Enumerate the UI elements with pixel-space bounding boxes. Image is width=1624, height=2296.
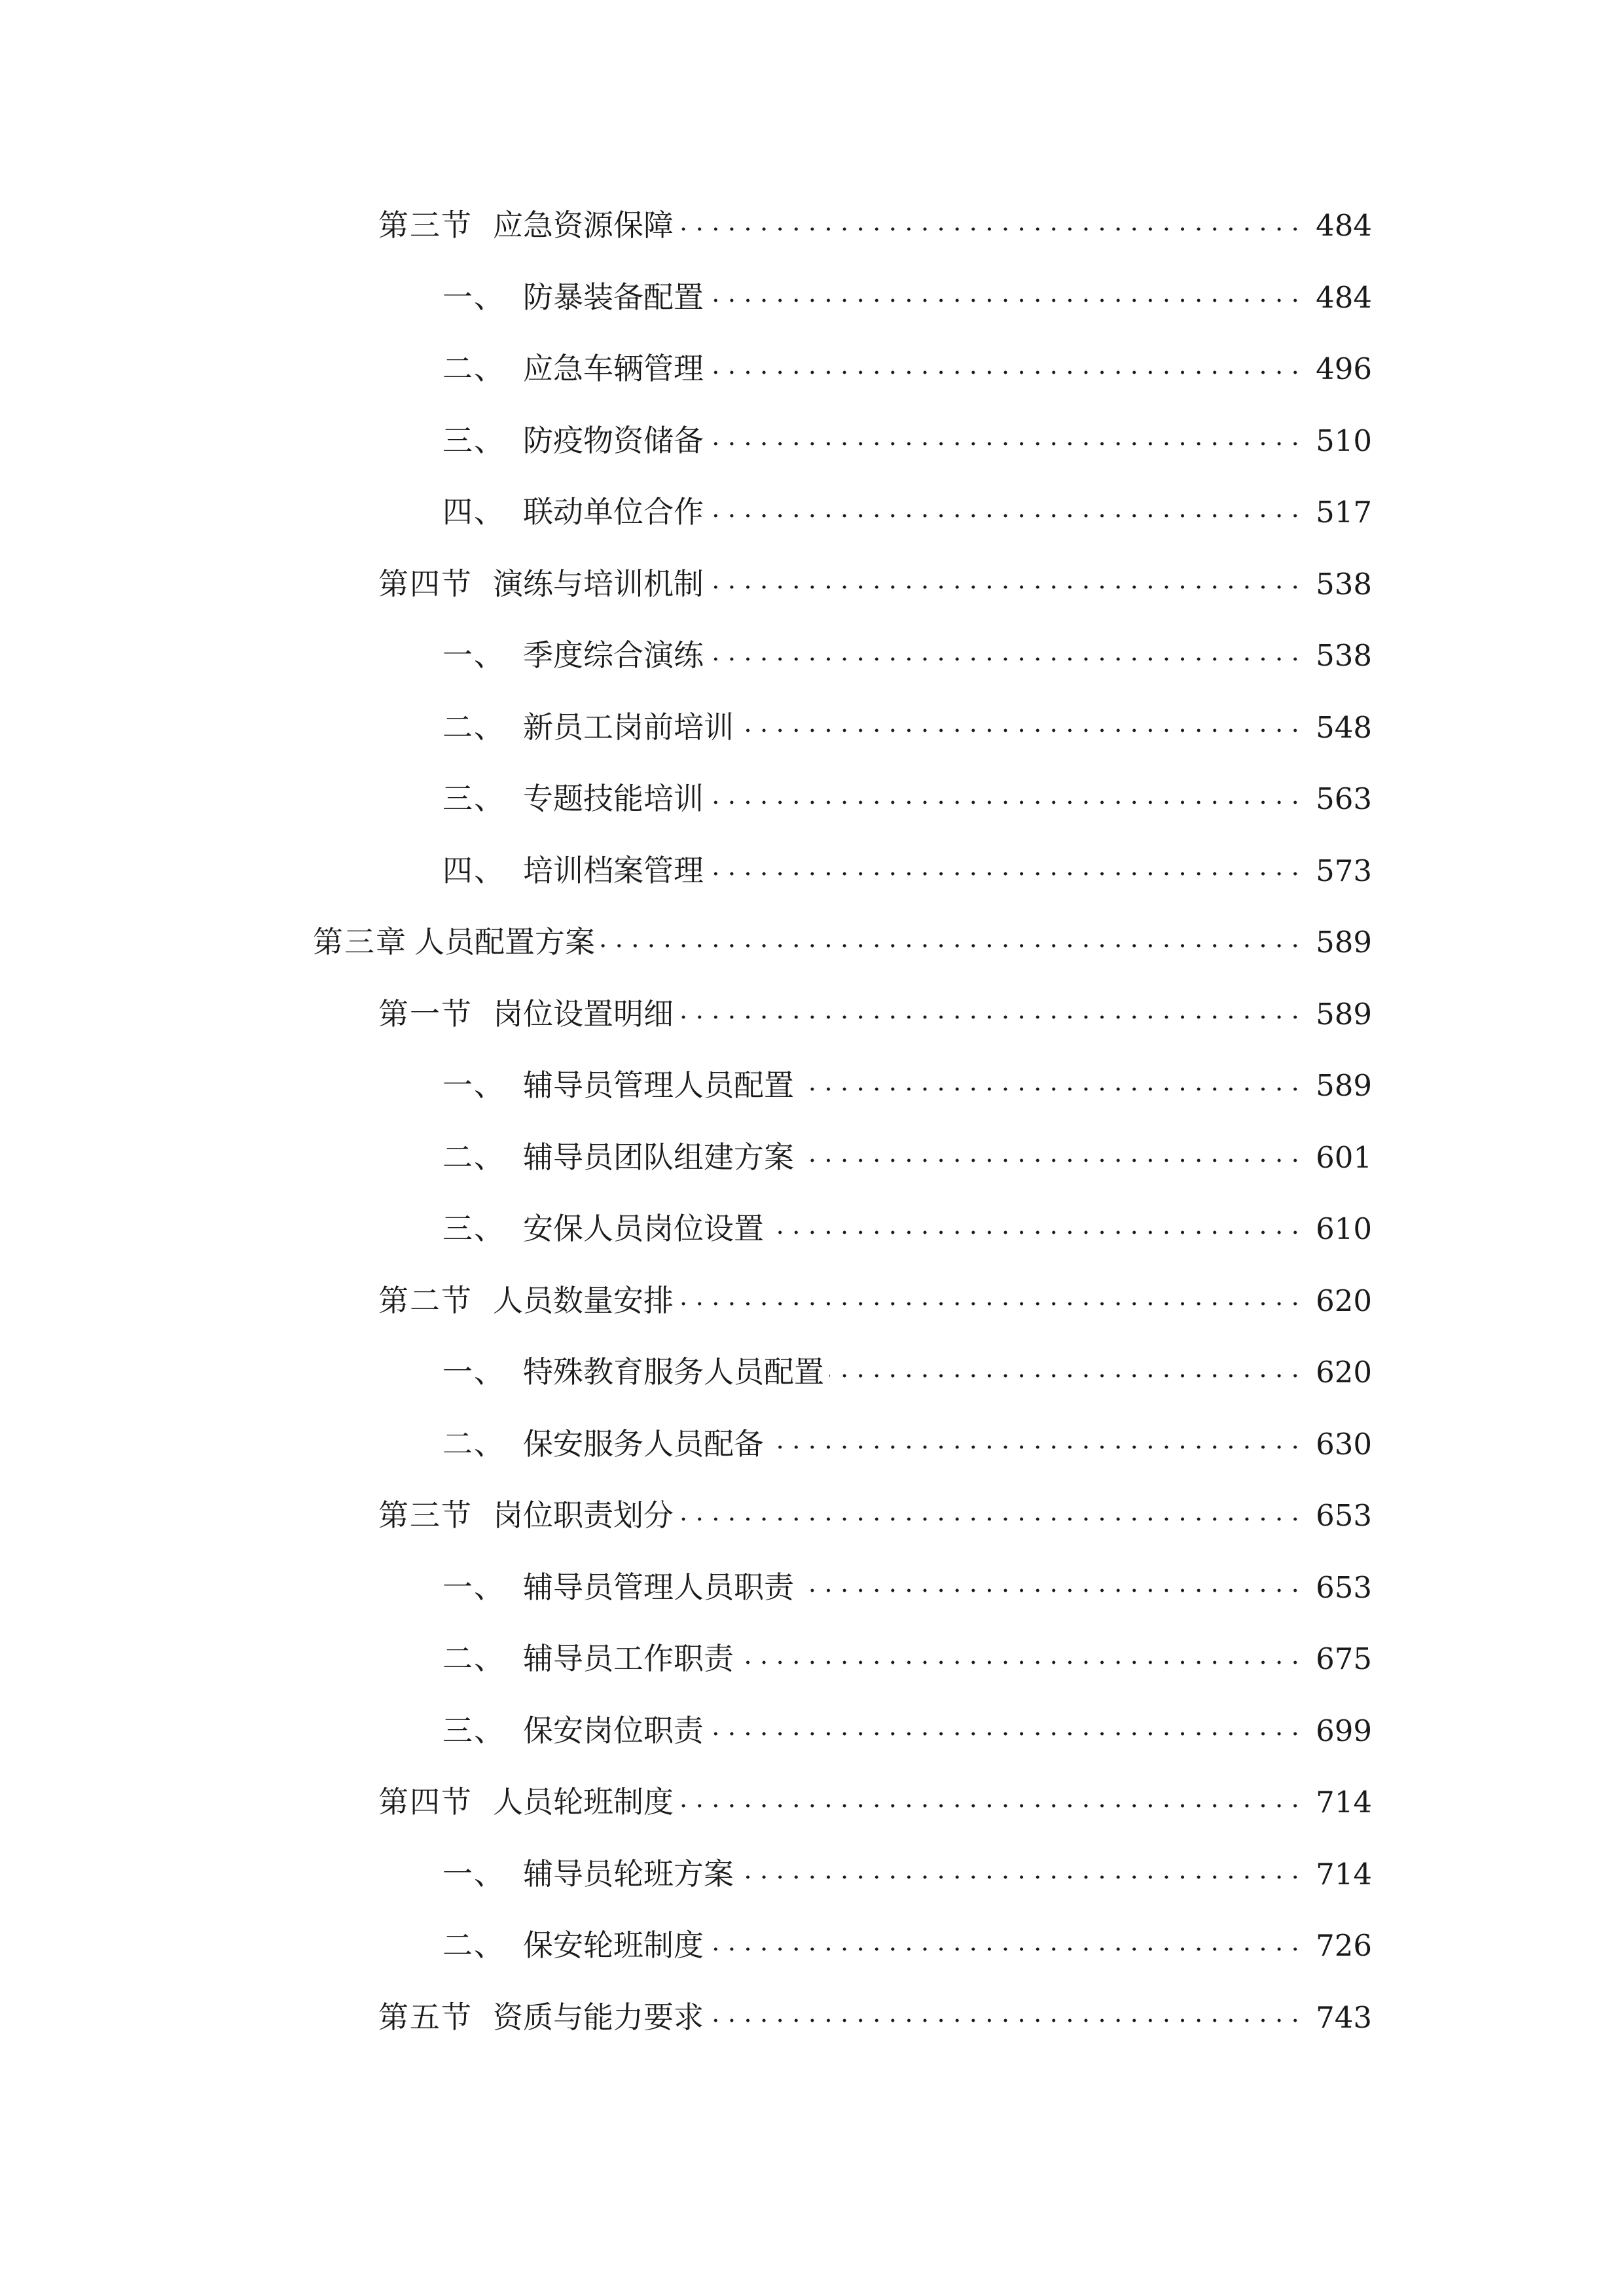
- dot-leader: [709, 476, 1303, 548]
- toc-entry-heading: [442, 763, 704, 835]
- toc-entry-page-number: 630: [1316, 1426, 1372, 1462]
- dot-leader: [679, 978, 1303, 1050]
- toc-entry-number: 第三章: [313, 924, 407, 960]
- toc-entry-heading: [442, 1552, 794, 1624]
- dot-leader: [600, 906, 1303, 978]
- toc-entry-page-number: 573: [1316, 853, 1372, 888]
- toc-entry-title: 防暴装备配置: [523, 279, 704, 315]
- toc-entry-number: 二、: [442, 1641, 505, 1676]
- toc-entry-item[interactable]: [0, 1623, 1624, 1695]
- dot-leader: [679, 1265, 1303, 1337]
- toc-entry-heading: [378, 1480, 674, 1552]
- toc-entry-heading: [442, 1336, 824, 1408]
- dot-leader: [799, 1050, 1303, 1122]
- toc-entry-section[interactable]: [0, 1265, 1624, 1337]
- toc-entry-heading: [442, 1695, 704, 1767]
- toc-entry-title: 保安服务人员配备: [523, 1426, 764, 1462]
- toc-entry-page-number: 653: [1316, 1498, 1372, 1533]
- toc-entry-number: 一、: [442, 1569, 505, 1605]
- dot-leader: [769, 1408, 1303, 1480]
- dot-leader: [709, 548, 1303, 620]
- dot-leader: [739, 1623, 1303, 1695]
- toc-entry-page-number: 484: [1316, 208, 1372, 243]
- toc-entry-item[interactable]: [0, 476, 1624, 548]
- toc-entry-number: 三、: [442, 1211, 505, 1246]
- toc-entry-number: 四、: [442, 494, 505, 529]
- toc-entry-number: 第一节: [378, 996, 473, 1031]
- toc-entry-number: 二、: [442, 1426, 505, 1462]
- dot-leader: [709, 835, 1303, 907]
- toc-entry-item[interactable]: [0, 1552, 1624, 1624]
- toc-entry-item[interactable]: [0, 1336, 1624, 1408]
- dot-leader: [679, 1767, 1303, 1839]
- toc-entry-page-number: 714: [1316, 1785, 1372, 1820]
- toc-entry-page-number: 620: [1316, 1283, 1372, 1318]
- toc-entry-item[interactable]: [0, 405, 1624, 477]
- toc-entry-title: 辅导员管理人员职责: [523, 1569, 794, 1605]
- toc-entry-title: 辅导员团队组建方案: [523, 1139, 794, 1175]
- toc-entry-number: 三、: [442, 781, 505, 816]
- toc-entry-item[interactable]: [0, 763, 1624, 835]
- toc-entry-heading: [378, 190, 674, 262]
- toc-entry-title: 保安岗位职责: [523, 1712, 704, 1748]
- toc-entry-title: 特殊教育服务人员配置: [523, 1354, 824, 1390]
- dot-leader: [709, 1695, 1303, 1767]
- toc-entry-number: 第二节: [378, 1282, 473, 1318]
- toc-entry-item[interactable]: [0, 1910, 1624, 1982]
- toc-entry-number: 二、: [442, 1928, 505, 1963]
- toc-entry-chapter[interactable]: [0, 906, 1624, 978]
- toc-entry-number: 第三节: [378, 207, 473, 243]
- toc-entry-number: 三、: [442, 1712, 505, 1748]
- toc-entry-title: 保安轮班制度: [523, 1928, 704, 1963]
- toc-entry-page-number: 538: [1316, 566, 1372, 601]
- toc-entry-number: 一、: [442, 1354, 505, 1390]
- toc-entry-page-number: 517: [1316, 495, 1372, 529]
- toc-entry-number: 一、: [442, 1856, 505, 1892]
- toc-entry-heading: [378, 1982, 704, 2054]
- dot-leader: [709, 763, 1303, 835]
- toc-entry-number: 一、: [442, 637, 505, 673]
- toc-entry-page-number: 484: [1316, 279, 1372, 315]
- toc-entry-heading: [442, 1050, 794, 1122]
- dot-leader: [799, 1552, 1303, 1624]
- dot-leader: [709, 620, 1303, 692]
- toc-entry-title: 应急资源保障: [493, 207, 674, 243]
- toc-entry-heading: [378, 548, 704, 620]
- toc-entry-title: 岗位设置明细: [493, 996, 674, 1031]
- toc-entry-item[interactable]: [0, 1695, 1624, 1767]
- toc-entry-item[interactable]: [0, 620, 1624, 692]
- toc-entry-number: 一、: [442, 279, 505, 315]
- toc-entry-page-number: 510: [1316, 423, 1372, 458]
- toc-entry-section[interactable]: [0, 978, 1624, 1050]
- toc-entry-title: 辅导员管理人员配置: [523, 1067, 794, 1103]
- toc-entry-heading: [442, 1623, 734, 1695]
- toc-entry-number: 二、: [442, 709, 505, 745]
- toc-entry-heading: [442, 1839, 734, 1910]
- toc-entry-number: 第四节: [378, 1784, 473, 1820]
- toc-entry-heading: [442, 333, 704, 405]
- toc-entry-heading: [313, 906, 595, 978]
- toc-entry-page-number: 714: [1316, 1856, 1372, 1892]
- toc-entry-number: 三、: [442, 422, 505, 458]
- toc-entry-title: 专题技能培训: [523, 781, 704, 816]
- toc-entry-title: 新员工岗前培训: [523, 709, 734, 745]
- dot-leader: [679, 190, 1303, 262]
- toc-entry-page-number: 726: [1316, 1928, 1372, 1963]
- toc-entry-section[interactable]: [0, 190, 1624, 262]
- toc-entry-heading: [378, 978, 674, 1050]
- toc-entry-title: 季度综合演练: [523, 637, 704, 673]
- toc-entry-page-number: 743: [1316, 2000, 1372, 2035]
- toc-entry-page-number: 589: [1316, 1068, 1372, 1103]
- toc-entry-item[interactable]: [0, 1408, 1624, 1480]
- toc-entry-title: 岗位职责划分: [493, 1498, 674, 1533]
- toc-entry-title: 安保人员岗位设置: [523, 1211, 764, 1246]
- toc-entry-title: 培训档案管理: [523, 852, 704, 888]
- toc-entry-page-number: 548: [1316, 709, 1372, 745]
- toc-entry-number: 四、: [442, 852, 505, 888]
- toc-entry-page-number: 601: [1316, 1139, 1372, 1175]
- toc-entry-number: 二、: [442, 1139, 505, 1175]
- dot-leader: [709, 1910, 1303, 1982]
- toc-entry-page-number: 610: [1316, 1211, 1372, 1246]
- toc-entry-number: 一、: [442, 1067, 505, 1103]
- toc-entry-title: 人员轮班制度: [493, 1784, 674, 1820]
- toc-entry-heading: [442, 620, 704, 692]
- toc-entry-heading: [442, 1193, 764, 1265]
- toc-entry-heading: [442, 405, 704, 477]
- dot-leader: [709, 405, 1303, 477]
- dot-leader: [679, 1480, 1303, 1552]
- toc-entry-heading: [442, 1122, 794, 1194]
- toc-entry-heading: [442, 692, 734, 764]
- toc-entry-heading: [442, 262, 704, 334]
- toc-entry-item[interactable]: [0, 262, 1624, 334]
- dot-leader: [769, 1193, 1303, 1265]
- toc-entry-page-number: 589: [1316, 925, 1372, 960]
- toc-entry-title: 防疫物资储备: [523, 422, 704, 458]
- dot-leader: [709, 333, 1303, 405]
- toc-entry-number: 第四节: [378, 565, 473, 601]
- toc-entry-title: 联动单位合作: [523, 494, 704, 529]
- toc-entry-title: 资质与能力要求: [493, 1999, 704, 2035]
- toc-entry-item[interactable]: [0, 1122, 1624, 1194]
- toc-entry-title: 人员数量安排: [493, 1282, 674, 1318]
- table-of-contents: [0, 190, 1624, 2053]
- toc-entry-number: 第五节: [378, 1999, 473, 2035]
- dot-leader: [739, 1839, 1303, 1910]
- toc-entry-number: 第三节: [378, 1498, 473, 1533]
- toc-entry-section[interactable]: [0, 548, 1624, 620]
- toc-entry-heading: [442, 835, 704, 907]
- toc-entry-title: 人员配置方案: [414, 924, 595, 960]
- toc-entry-page-number: 589: [1316, 996, 1372, 1031]
- toc-entry-heading: [378, 1265, 674, 1337]
- dot-leader: [739, 692, 1303, 764]
- toc-entry-section[interactable]: [0, 1480, 1624, 1552]
- dot-leader: [829, 1336, 1303, 1408]
- toc-entry-heading: [378, 1767, 674, 1839]
- toc-entry-heading: [442, 1408, 764, 1480]
- toc-entry-page-number: 653: [1316, 1570, 1372, 1605]
- toc-entry-page-number: 620: [1316, 1355, 1372, 1390]
- toc-entry-page-number: 496: [1316, 351, 1372, 386]
- toc-entry-title: 辅导员轮班方案: [523, 1856, 734, 1892]
- toc-entry-title: 应急车辆管理: [523, 351, 704, 386]
- toc-entry-heading: [442, 1910, 704, 1982]
- toc-entry-page-number: 675: [1316, 1641, 1372, 1676]
- toc-entry-item[interactable]: [0, 692, 1624, 764]
- toc-entry-number: 二、: [442, 351, 505, 386]
- dot-leader: [709, 262, 1303, 334]
- toc-entry-item[interactable]: [0, 1193, 1624, 1265]
- dot-leader: [799, 1122, 1303, 1194]
- dot-leader: [709, 1982, 1303, 2054]
- toc-entry-heading: [442, 476, 704, 548]
- toc-entry-page-number: 538: [1316, 638, 1372, 673]
- toc-entry-page-number: 699: [1316, 1713, 1372, 1748]
- toc-entry-section[interactable]: [0, 1767, 1624, 1839]
- toc-entry-item[interactable]: [0, 1050, 1624, 1122]
- toc-entry-item[interactable]: [0, 835, 1624, 907]
- toc-entry-title: 辅导员工作职责: [523, 1641, 734, 1676]
- toc-entry-section[interactable]: [0, 1982, 1624, 2054]
- toc-entry-item[interactable]: [0, 1839, 1624, 1910]
- toc-entry-item[interactable]: [0, 333, 1624, 405]
- toc-entry-title: 演练与培训机制: [493, 565, 704, 601]
- toc-entry-page-number: 563: [1316, 781, 1372, 816]
